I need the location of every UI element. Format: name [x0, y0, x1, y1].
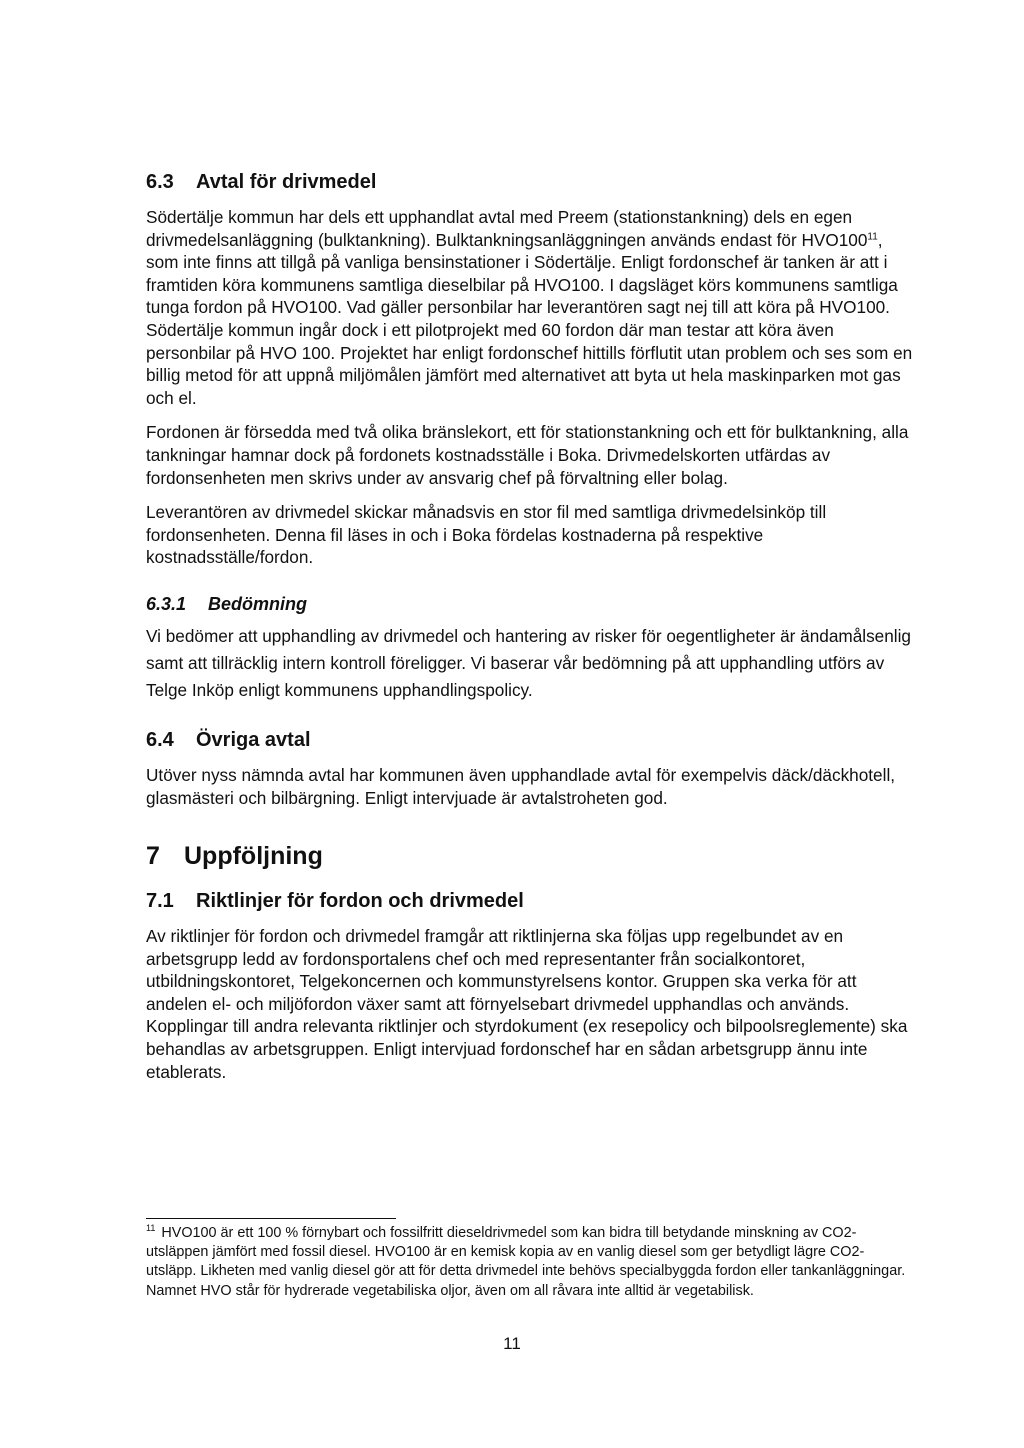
page-number: 11	[503, 1334, 521, 1353]
spacer	[146, 716, 914, 726]
section-number: 6.4	[146, 728, 174, 751]
subsection-heading-6-3-1	[146, 591, 914, 617]
section-number: 7.1	[146, 890, 174, 913]
footnote-text: HVO100 är ett 100 % förnybart och fossilfritt dieseldrivmedel som kan bidra till betydande minskning av CO2-utsläppen jämfört med fossil diesel. HVO100 är en kemisk kopia av en vanlig diesel som ger betydligt lägre CO2-utsläpp. Likheten med vanlig diesel gör att för detta drivmedel inte behövs specialbyggda fordon eller tankanläggningar. Namnet HVO står för hydrerade vegetabiliska oljor, även om all råvara inte alltid är vegetabilisk.	[146, 1225, 906, 1299]
chapter-heading-7	[146, 839, 914, 873]
paragraph-bedomning: Vi bedömer att upphandling av drivmedel och hantering av risker för oegentligheter är ändamålsenlig samt att tillräcklig intern kontroll föreligger. Vi baserar vår bedömning på att upphandling utförs av Telge Inköp enligt kommunens upphandlingspolicy.	[146, 625, 911, 700]
spacer	[146, 581, 914, 591]
paragraph-riktlinjer: Av riktlinjer för fordon och drivmedel framgår att riktlinjerna ska följas upp regelbundet av en arbetsgrupp ledd av fordonsportalens chef och med representanter från socialkontoret, utbildningskontoret, Telgekoncernen och kommunstyrelsens kontor. Gruppen ska verka för att andelen el- och miljöfordon växer samt att förnyelsebart drivmedel upphandlas och används. Kopplingar till andra relevanta riktlinjer och styrdokument (ex resepolicy och bilpoolsreglemente) ska behandlas av arbetsgruppen. Enligt intervjuad fordonschef har en sådan arbetsgrupp ännu inte etablerats.	[146, 926, 908, 1082]
document-page	[146, 168, 914, 1095]
paragraph-text: , som inte finns att tillgå på vanliga bensinstationer i Södertälje. Enligt fordonschef är tanken är att i framtiden köra kommunens samtliga dieselbilar på HVO100. I dagsläget körs kommunens samtliga tunga fordon på HVO100. Vad gäller personbilar har leverantören sagt nej till att köra på HVO100. Södertälje kommun ingår dock i ett pilotprojekt med 60 fordon där man testar att köra även personbilar på HVO 100. Projektet har enligt fordonschef hittills förflutit utan problem och ses som en billig metod för att uppnå miljömålen jämfört med alternativet att byta ut hela maskinparken mot gas och el.	[146, 229, 913, 408]
chapter-number: 7	[146, 842, 160, 871]
subsection-number: 6.3.1	[146, 593, 187, 614]
spacer	[146, 821, 914, 839]
section-number: 6.3	[146, 171, 174, 193]
section-heading-7-1	[146, 887, 914, 915]
footnote-divider	[146, 1218, 396, 1219]
paragraph-ovriga-avtal: Utöver nyss nämnda avtal har kommunen även upphandlade avtal för exempelvis däck/däckhotell, glasmästeri och bilbärgning. Enligt intervjuade är avtalstroheten god.	[146, 764, 896, 808]
paragraph-avtal-1	[146, 206, 914, 409]
section-title: Övriga avtal	[196, 728, 311, 751]
section-title: Riktlinjer för fordon och drivmedel	[196, 890, 524, 913]
paragraph-text: Södertälje kommun har dels ett upphandlat avtal med Preem (stationstankning) dels en egen drivmedelsanläggning (bulktankning). Bulktankningsanläggningen används endast för HVO100	[146, 207, 868, 250]
paragraph-avtal-3: Leverantören av drivmedel skickar månadsvis en stor fil med samtliga drivmedelsinköp till fordonsenheten. Denna fil läses in och i Boka fördelas kostnaderna på respektive kostnadsställe/fordon.	[146, 502, 827, 568]
footnote	[146, 1224, 914, 1301]
section-title: Avtal för drivmedel	[196, 171, 377, 193]
chapter-title: Uppföljning	[184, 842, 323, 871]
footnote-marker: 11	[146, 1223, 156, 1234]
footnote-reference[interactable]: 11	[867, 230, 878, 242]
subsection-title: Bedömning	[208, 593, 307, 614]
section-heading-6-3	[146, 168, 914, 196]
section-heading-6-4	[146, 726, 914, 754]
paragraph-avtal-2: Fordonen är försedda med två olika bränslekort, ett för stationstankning och ett för bulktankning, alla tankningar hamnar dock på fordonets kostnadsställe i Boka. Drivmedelskorten utfärdas av fordonsenheten men skrivs under av ansvarig chef på förvaltning eller bolag.	[146, 422, 909, 488]
